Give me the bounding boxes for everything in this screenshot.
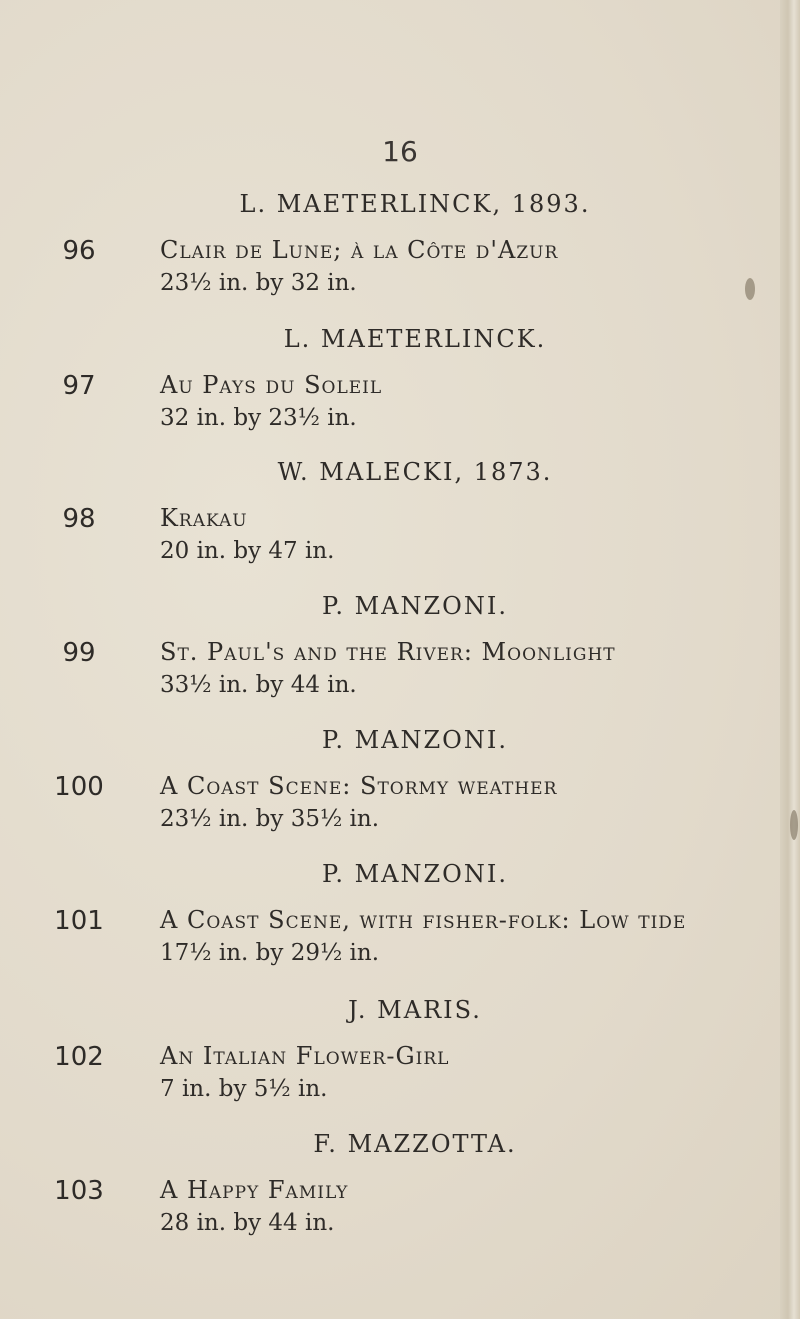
artwork-dimensions: 33½ in. by 44 in.: [160, 672, 357, 698]
artwork-dimensions: 20 in. by 47 in.: [160, 538, 335, 564]
artist-heading: L. MAETERLINCK, 1893.: [239, 190, 591, 218]
artwork-title: An Italian Flower-Girl: [160, 1042, 450, 1070]
artist-heading: P. MANZONI.: [322, 860, 508, 888]
page-number: 16: [382, 135, 418, 168]
artwork-title: A Happy Family: [160, 1176, 349, 1204]
lot-number: 100: [54, 772, 104, 802]
lot-number: 96: [62, 236, 96, 266]
artwork-dimensions: 28 in. by 44 in.: [160, 1210, 335, 1236]
artist-heading: J. MARIS.: [348, 996, 482, 1024]
artwork-dimensions: 7 in. by 5½ in.: [160, 1076, 328, 1102]
artwork-title: A Coast Scene, with fisher-folk: Low tide: [160, 906, 687, 934]
artwork-dimensions: 32 in. by 23½ in.: [160, 405, 357, 431]
artist-heading: P. MANZONI.: [322, 592, 508, 620]
lot-number: 102: [54, 1042, 104, 1072]
lot-number: 101: [54, 906, 104, 936]
artist-heading: F. MAZZOTTA.: [313, 1130, 517, 1158]
artist-heading: L. MAETERLINCK.: [283, 325, 547, 353]
artwork-title: Au Pays du Soleil: [160, 371, 383, 399]
artwork-title: St. Paul's and the River: Moonlight: [160, 638, 616, 666]
lot-number: 103: [54, 1176, 104, 1206]
artist-heading: P. MANZONI.: [322, 726, 508, 754]
stain-mark: [790, 810, 798, 840]
artwork-title: Krakau: [160, 504, 248, 532]
stain-mark: [745, 278, 755, 300]
lot-number: 97: [62, 371, 96, 401]
artist-heading: W. MALECKI, 1873.: [277, 458, 553, 486]
artwork-title: A Coast Scene: Stormy weather: [160, 772, 558, 800]
lot-number: 99: [62, 638, 96, 668]
artwork-title: Clair de Lune; à la Côte d'Azur: [160, 236, 559, 264]
artwork-dimensions: 23½ in. by 35½ in.: [160, 806, 380, 832]
lot-number: 98: [62, 504, 96, 534]
artwork-dimensions: 17½ in. by 29½ in.: [160, 940, 380, 966]
artwork-dimensions: 23½ in. by 32 in.: [160, 270, 357, 296]
